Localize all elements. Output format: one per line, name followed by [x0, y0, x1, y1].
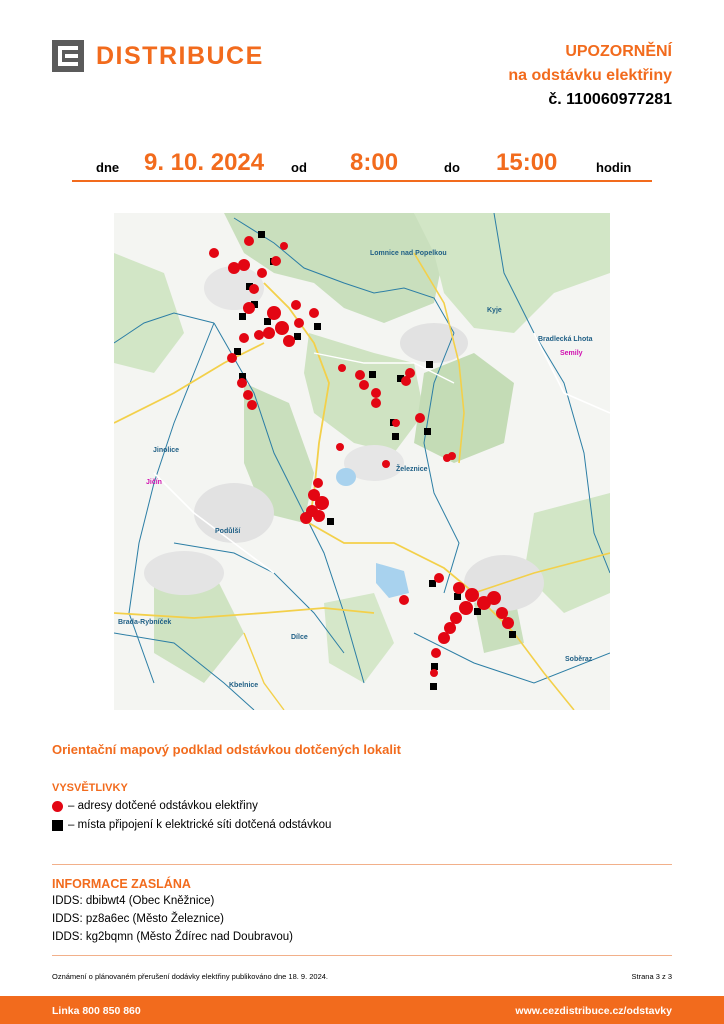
map-label-brada: Brada-Rybníček [118, 619, 172, 626]
legend-title: VYSVĚTLIVKY [52, 782, 128, 794]
info-title: INFORMACE ZASLÁNA [52, 877, 191, 891]
divider [52, 864, 672, 865]
map-label-kbelnice: Kbelnice [229, 682, 259, 689]
outage-date: 9. 10. 2024 [144, 149, 265, 176]
map-label-lomnice: Lomnice nad Popelkou [370, 250, 447, 257]
legend-address-row [52, 800, 258, 812]
map-label-bradlecka: Bradlecká Lhota [538, 336, 593, 343]
legend-connection-row [52, 819, 331, 831]
map-label-soberaz: Soběraz [565, 656, 593, 663]
brand-wordmark: DISTRIBUCE [96, 41, 264, 70]
map-label-kyje: Kyje [487, 307, 502, 314]
hours-label: hodin [596, 160, 632, 175]
black-square-icon [52, 820, 63, 831]
notice-number: č. 110060977281 [548, 91, 672, 108]
to-time: 15:00 [496, 149, 558, 176]
page-number: Strana 3 z 3 [631, 972, 672, 981]
hotline[interactable]: Linka 800 850 860 [52, 1005, 141, 1017]
map-label-semily: Semily [560, 350, 583, 357]
publication-note: Oznámení o plánovaném přerušení dodávky elektřiny publikováno dne 18. 9. 2024. [52, 972, 329, 981]
website-link[interactable]: www.cezdistribuce.cz/odstavky [515, 1005, 672, 1017]
outage-map [114, 213, 610, 710]
legend-address-text: – adresy dotčené odstávkou elektřiny [68, 800, 258, 812]
outage-schedule [72, 150, 652, 182]
info-line: IDDS: dbibwt4 (Obec Kněžnice) [52, 895, 215, 907]
from-label: od [291, 160, 307, 175]
map-label-dilce: Dílce [291, 634, 308, 641]
map-image [114, 213, 610, 710]
divider [52, 955, 672, 956]
map-label-zeleznice: Železnice [396, 466, 428, 473]
day-label: dne [96, 160, 120, 175]
map-label-jicin: Jičín [146, 479, 162, 486]
cez-logo [52, 40, 264, 72]
legend-connection-text: – místa připojení k elektrické síti dotčená odstávkou [68, 819, 332, 831]
info-line: IDDS: kg2bqmn (Město Ždírec nad Doubravou) [52, 931, 293, 943]
map-label-podulsi: Podůlší [215, 528, 241, 535]
notice-subtitle: na odstávku elektřiny [508, 67, 672, 84]
red-dot-icon [52, 801, 63, 812]
info-line: IDDS: pz8a6ec (Město Železnice) [52, 913, 224, 925]
notice-heading [508, 40, 672, 112]
from-time: 8:00 [350, 149, 399, 176]
map-label-jinolice: Jinolice [153, 447, 180, 454]
map-caption: Orientační mapový podklad odstávkou dotčených lokalit [52, 742, 401, 757]
footer-bar [0, 996, 724, 1024]
to-label: do [444, 160, 460, 175]
cez-logo-icon [52, 40, 84, 72]
notice-title: UPOZORNĚNÍ [565, 43, 672, 60]
